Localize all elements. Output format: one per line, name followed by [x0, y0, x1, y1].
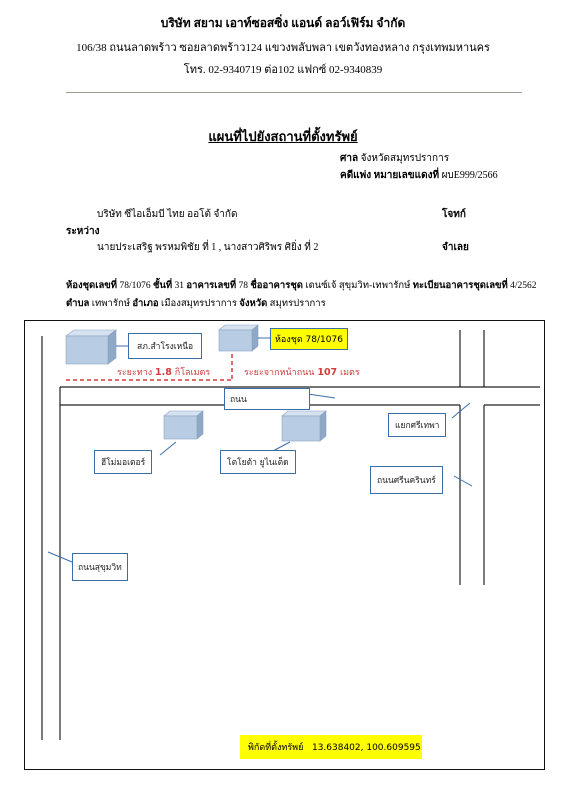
distance-1-label: ระยะทาง [117, 368, 153, 378]
court-label: ศาล [340, 153, 359, 164]
floor-label: ชั้นที่ [152, 281, 173, 291]
police-station-label: สภ.สำโรงเหนือ [128, 333, 202, 359]
hypermarket-label: ฮีโม่มอเตอร์ [94, 450, 152, 474]
distance-2-text [244, 365, 360, 379]
distance-1-unit: กิโลเมตร [174, 368, 211, 378]
company-contact: โทร. 02-9340719 ต่อ102 แฟกซ์ 02-9340839 [183, 64, 383, 76]
coordinates-label: พิกัดที่ตั้งทรัพย์ [248, 743, 304, 753]
registration-value: 4/2562 [510, 281, 537, 291]
between-label: ระหว่าง [66, 226, 100, 237]
floor-value: 31 [174, 281, 185, 291]
defendant-role: จำเลย [442, 242, 469, 253]
building-hypermarket [164, 411, 203, 439]
toyota-label: โตโยต้า ยูไนเต็ด [220, 450, 296, 474]
unit-label: ห้องชุดเลขที่ [66, 281, 118, 291]
subdistrict-label: ตำบล [66, 299, 90, 309]
unit-label-highlight: ห้องชุด 78/1076 [270, 328, 348, 350]
intersection-label: แยกศรีเทพา [388, 413, 446, 437]
distance-1-value: 1.8 [155, 367, 172, 378]
srinakarin-leader [454, 476, 472, 486]
distance-1-text [117, 365, 210, 379]
company-address: 106/38 ถนนลาดพร้าว ซอยลาดพร้าว124 แขวงพลับพลา เขตวังทองหลาง กรุงเทพมหานคร [76, 42, 490, 54]
plaintiff-name: บริษัท ซีไอเอ็มบี ไทย ออโต้ จำกัด [97, 209, 238, 220]
defendant-name: นายประเสริฐ พรหมพิชัย ที่ 1 , นางสาวศิริพร ศิยิ่ง ที่ 2 [97, 242, 319, 253]
distance-2-label: ระยะจากหน้าถนน [244, 368, 315, 378]
srinakarin-road-label: ถนนศรีนครินทร์ [370, 466, 443, 494]
condo-label: ชื่ออาคารชุด [250, 281, 303, 291]
coordinates-box [240, 735, 422, 759]
subdistrict-value: เทพารักษ์ [91, 299, 130, 309]
province-label: จังหวัด [239, 299, 268, 309]
document-title: แผนที่ไปยังสถานที่ตั้งทรัพย์ [208, 129, 358, 144]
province-value: สมุทรปราการ [269, 299, 326, 309]
court-value: จังหวัดสมุทรปราการ [360, 153, 450, 164]
hypermarket-leader [160, 442, 176, 455]
building-unit [219, 325, 258, 351]
unit-value: 78/1076 [119, 281, 151, 291]
road-leader [308, 394, 335, 398]
sukhumvit-road-label: ถนนสุขุมวิท [72, 553, 128, 581]
condo-value: เดนซ์เจ้ สุขุมวิท-เทพารักษ์ [305, 281, 411, 291]
distance-2-value: 107 [317, 367, 338, 378]
plaintiff-role: โจทก์ [442, 209, 466, 220]
building-police [66, 330, 116, 364]
building-value: 78 [238, 281, 248, 291]
distance-2-unit: เมตร [340, 368, 360, 378]
company-name: บริษัท สยาม เอาท์ซอสซิ่ง แอนด์ ลอว์เฟิร์ม จำกัด [160, 16, 406, 30]
district-label: อำเภอ [132, 299, 159, 309]
district-value: เมืองสมุทรปราการ [160, 299, 237, 309]
case-value: ผบE999/2566 [441, 170, 498, 181]
building-label: อาคารเลขที่ [186, 281, 237, 291]
case-label: คดีแพ่ง หมายเลขแดงที่ [340, 170, 440, 181]
registration-label: ทะเบียนอาคารชุดเลขที่ [412, 281, 508, 291]
road-label: ถนน [224, 388, 310, 410]
coordinates-value: 13.638402, 100.609595 [311, 743, 421, 753]
building-toyota [282, 411, 326, 441]
